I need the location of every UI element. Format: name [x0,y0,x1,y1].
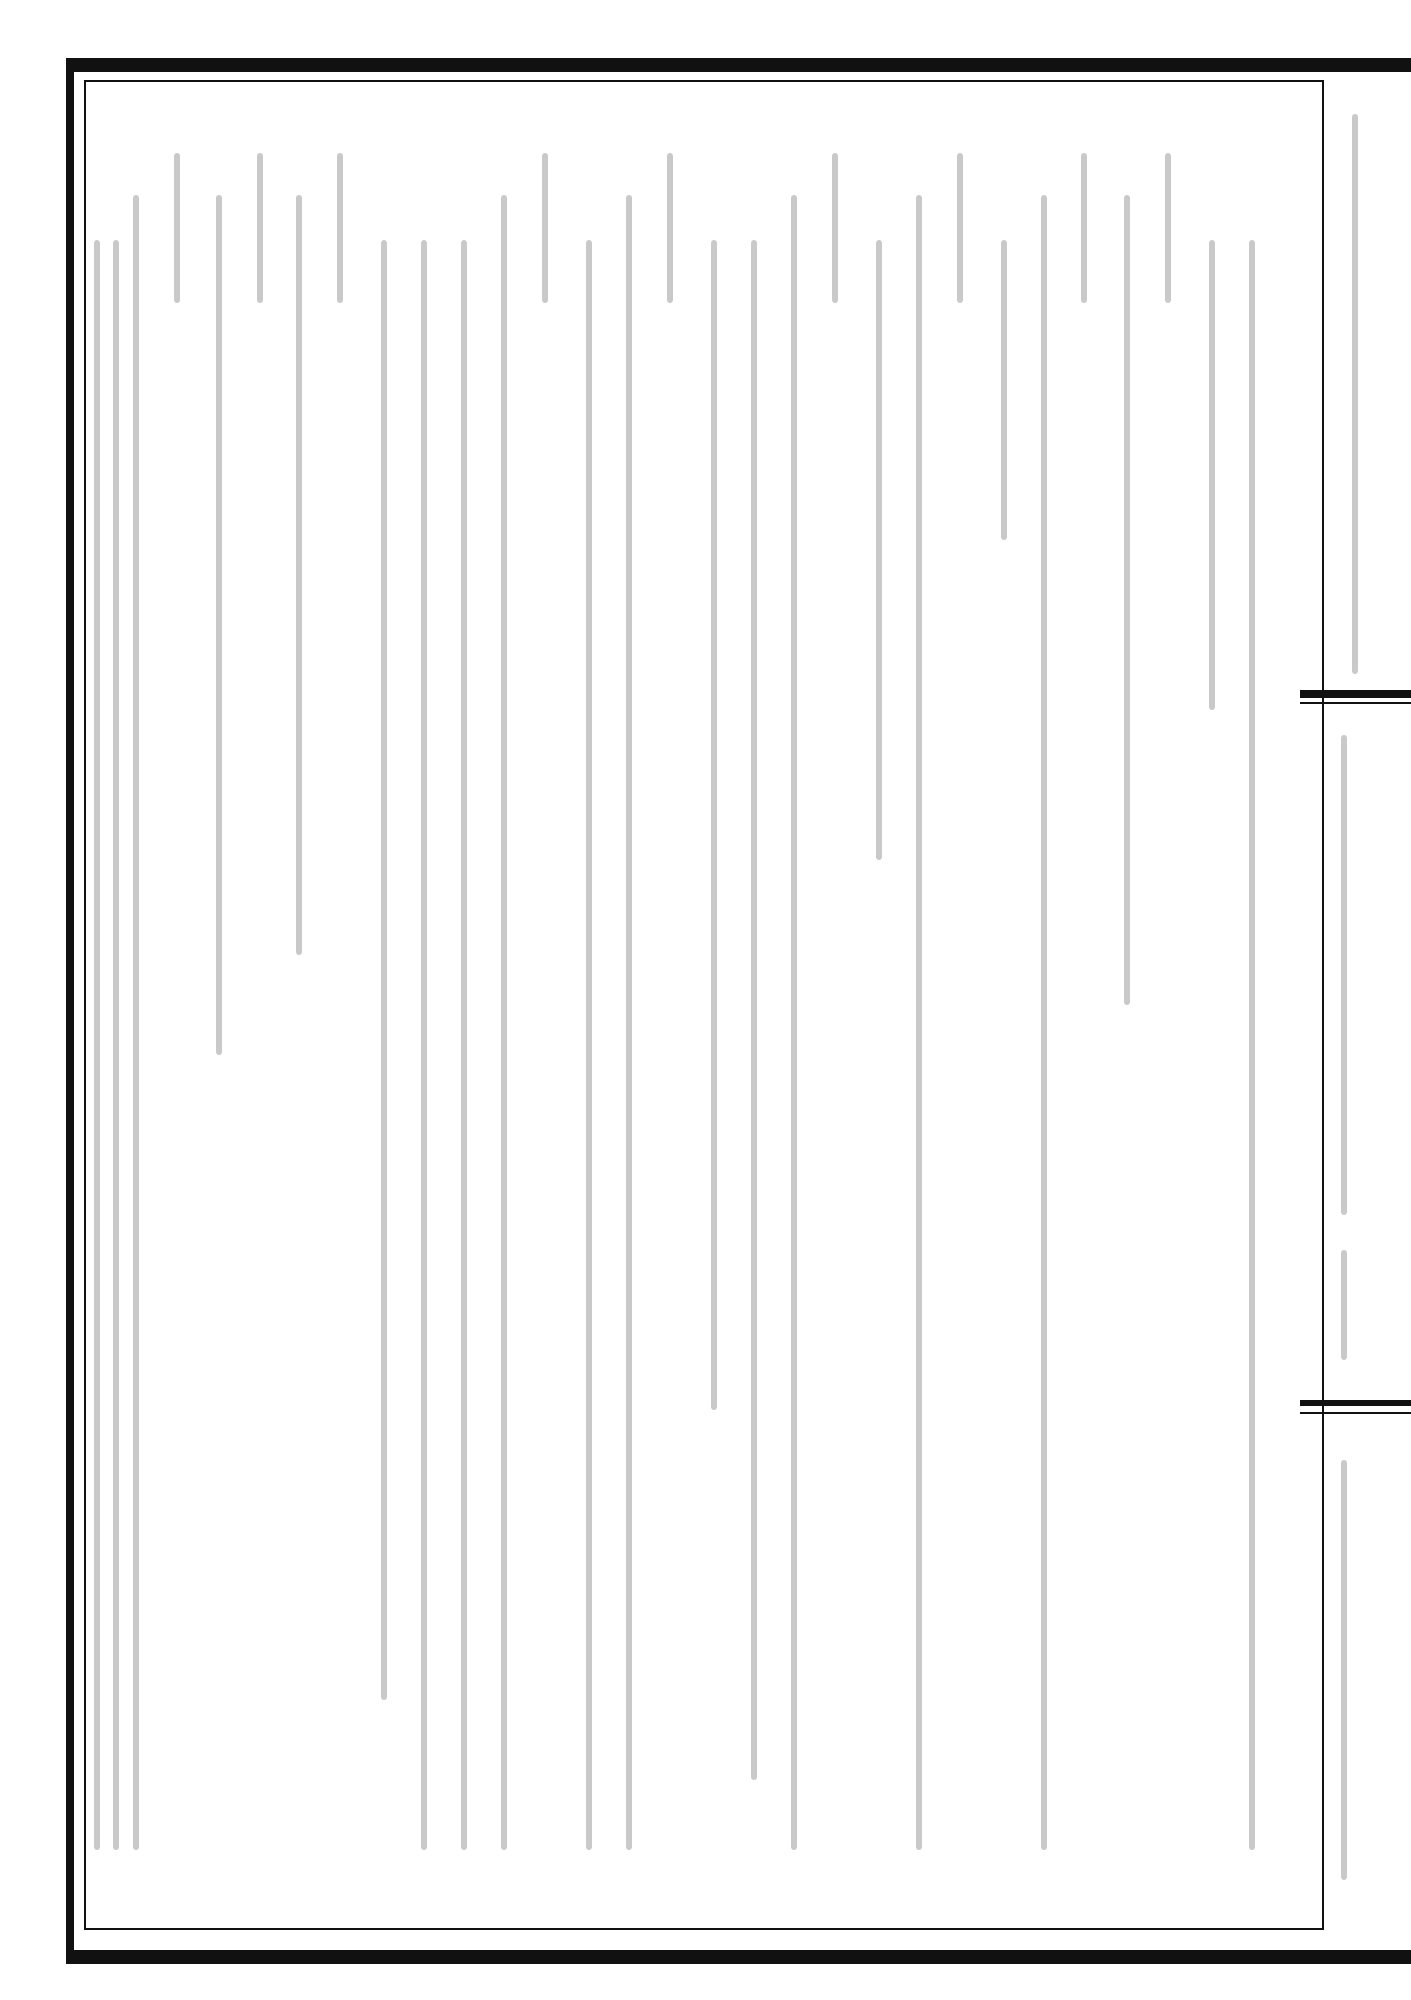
title-rule-top [1300,690,1411,698]
genealogy-column-placeholder [337,153,343,303]
volume-heading-placeholder [1341,735,1347,1215]
genealogy-column-placeholder [1249,240,1255,1850]
genealogy-column-placeholder [1001,240,1007,540]
hall-name-placeholder [1341,1460,1347,1880]
genealogy-column-placeholder [257,153,263,303]
genealogy-column-placeholder [876,240,882,860]
genealogy-column-placeholder [832,153,838,303]
genealogy-column-placeholder [667,153,673,303]
hall-rule-bottom [1300,1412,1411,1414]
genealogy-column-placeholder [174,153,180,303]
genealogy-column-placeholder [1081,153,1087,303]
page-border-inner [84,80,1324,1930]
genealogy-column-placeholder [461,240,467,1850]
genealogy-column-placeholder [542,153,548,303]
genealogy-column-placeholder [586,240,592,1850]
page-title-placeholder [1352,114,1358,674]
genealogy-column-placeholder [133,195,139,1850]
genealogy-column-placeholder [751,240,757,1780]
genealogy-column-placeholder [421,240,427,1850]
genealogy-column-placeholder [381,240,387,1700]
genealogy-column-placeholder [216,195,222,1055]
genealogy-column-placeholder [113,240,119,1850]
page-number-placeholder [1341,1250,1347,1360]
genealogy-column-placeholder [94,240,100,1850]
genealogy-column-placeholder [1124,195,1130,1005]
title-rule-bottom [1300,702,1411,704]
genealogy-column-placeholder [711,240,717,1410]
genealogy-column-placeholder [791,195,797,1850]
title-panel [1300,80,1411,690]
genealogy-column-placeholder [1041,195,1047,1850]
hall-rule-top [1300,1400,1411,1406]
genealogy-column-placeholder [296,195,302,955]
genealogy-column-placeholder [957,153,963,303]
genealogy-column-placeholder [501,195,507,1850]
genealogy-column-placeholder [916,195,922,1850]
genealogy-column-placeholder [1209,240,1215,710]
genealogy-column-placeholder [1165,153,1171,303]
genealogy-column-placeholder [626,195,632,1850]
